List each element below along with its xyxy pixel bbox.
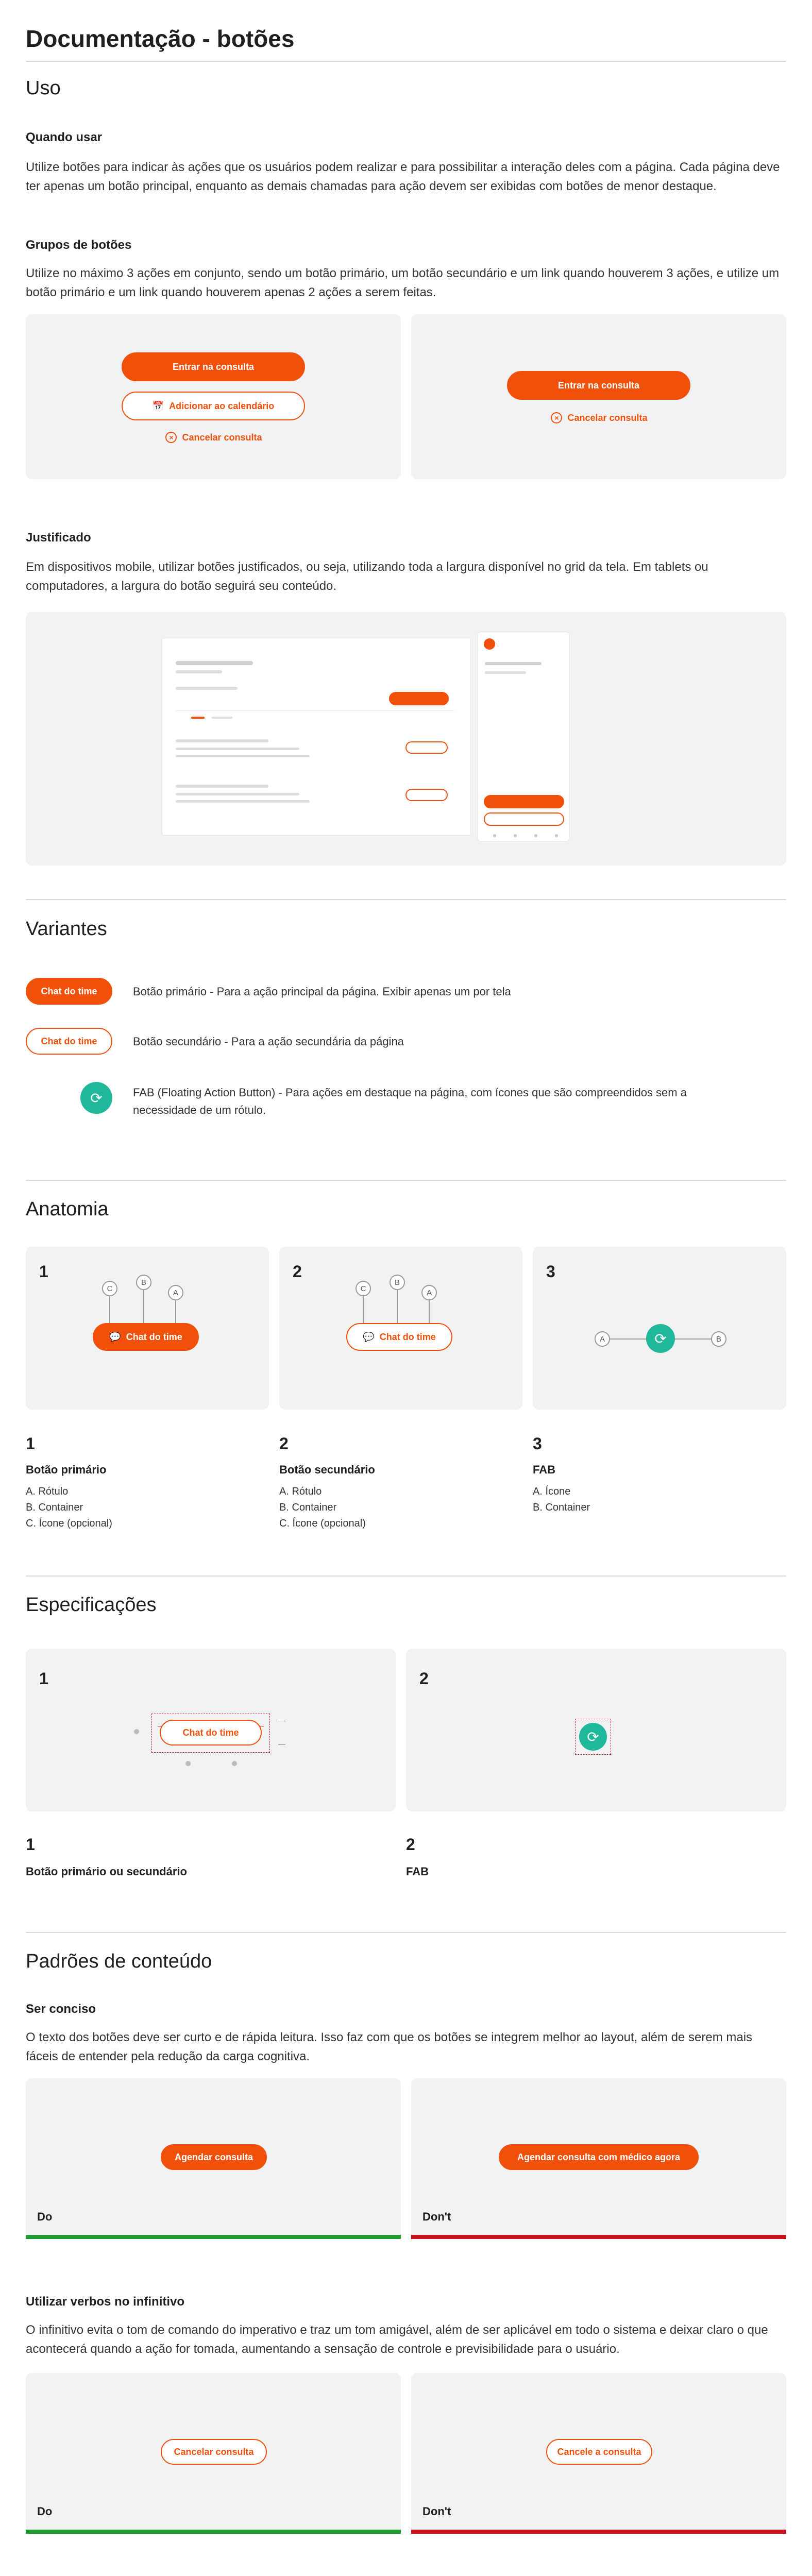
anatomy-desc-3-number: 3 [533, 1434, 542, 1453]
justificado-title: Justificado [26, 531, 91, 545]
title-divider [26, 61, 786, 62]
chat-icon: 💬 [109, 1331, 121, 1342]
anatomy-desc-3-list: A. Ícone B. Container [533, 1486, 590, 1513]
infinitivo-do-card [26, 2373, 401, 2530]
add-to-calendar-label: Adicionar ao calendário [169, 400, 275, 411]
x-circle-icon: × [165, 432, 177, 443]
cancel-consultation-link-2[interactable] [545, 412, 653, 423]
spec-fab-button[interactable] [579, 1723, 607, 1751]
marker-b: B [136, 1275, 151, 1290]
secondary-variant-button[interactable]: Chat do time [26, 1028, 112, 1055]
spec-card-fab [406, 1649, 786, 1811]
anatomia-heading: Anatomia [26, 1198, 109, 1220]
spec-card-button [26, 1649, 396, 1811]
refresh-icon: ⟳ [587, 1728, 599, 1745]
anatomy-primary-label: Chat do time [126, 1331, 182, 1342]
refresh-icon: ⟳ [654, 1330, 667, 1347]
fab-variant-desc: FAB (Floating Action Button) - Para ações em destaque na página, com ícones que são compreendidos sem a necessidade de um rótulo. [133, 1086, 687, 1117]
quando-usar-title: Quando usar [26, 130, 103, 144]
conciso-do-label: Do [37, 2210, 53, 2223]
desktop-mockup [162, 638, 471, 836]
spec-card-2-number: 2 [419, 1669, 429, 1688]
cancel-consultation-label-2: Cancelar consulta [567, 412, 648, 423]
dont-bar [411, 2235, 786, 2239]
mobile-justified-secondary-button[interactable] [484, 812, 564, 826]
anatomy-secondary-label: Chat do time [379, 1331, 436, 1342]
anatomy-desc-1-title: Botão primário [26, 1463, 107, 1476]
calendar-icon: 📅 [152, 400, 164, 411]
spec-desc-2-title: FAB [406, 1865, 429, 1878]
spec-button[interactable]: Chat do time [160, 1720, 262, 1745]
infinitivo-dont-button[interactable]: Cancele a consulta [546, 2439, 652, 2465]
primary-variant-button[interactable]: Chat do time [26, 978, 112, 1005]
specs-heading: Especificações [26, 1594, 157, 1616]
enter-consultation-button-2[interactable]: Entrar na consulta [507, 371, 690, 400]
spec-desc-2-number: 2 [406, 1835, 415, 1854]
group-card-three-actions [26, 314, 401, 479]
anatomy-desc-1-list: A. Rótulo B. Container C. Ícone (opcional) [26, 1486, 112, 1529]
variantes-divider [26, 899, 786, 900]
justificado-text: Em dispositivos mobile, utilizar botões justificados, ou seja, utilizando toda a largura disponível no grid da tela. Em tablets ou computadores, a largura do botão seguirá seu conteúdo. [26, 560, 708, 594]
infinitivo-dont-label: Don't [422, 2505, 451, 2518]
secondary-variant-desc: Botão secundário - Para a ação secundária da página [133, 1035, 404, 1048]
grupos-text: Utilize no máximo 3 ações em conjunto, sendo um botão primário, um botão secundário e um link quando houverem 3 ações, e utilize um botão primário e um link quando houverem apenas 2 ações a serem feitas. [26, 266, 780, 300]
anatomy-desc-1-number: 1 [26, 1434, 35, 1453]
infinitivo-text: O infinitivo evita o tom de comando do imperativo e traz um tom amigável, além de ser aplicável em todo o sistema e deixar claro o que acontecerá quando a ação for tomada, aumentando a sensação de controle e previsibilidade para o usuário. [26, 2323, 768, 2357]
x-circle-icon: × [551, 412, 562, 423]
conciso-text: O texto dos botões deve ser curto e de rápida leitura. Isso faz com que os botões se integrem melhor ao layout, além de serem mais fáceis de entender pela redução da carga cognitiva. [26, 2030, 753, 2064]
content-divider [26, 1932, 786, 1933]
chat-icon: 💬 [363, 1331, 375, 1342]
anatomy-card-secondary [279, 1247, 522, 1410]
fab-variant-button[interactable] [80, 1082, 112, 1114]
conciso-dont-card [411, 2078, 786, 2235]
grupos-title: Grupos de botões [26, 238, 132, 252]
marker-c-2: C [356, 1281, 371, 1296]
mobile-justified-primary-button[interactable] [484, 795, 564, 808]
uso-heading: Uso [26, 77, 61, 99]
do-bar [26, 2235, 401, 2239]
content-heading: Padrões de conteúdo [26, 1951, 212, 1972]
marker-a-2: A [421, 1285, 437, 1300]
conciso-dont-label: Don't [422, 2210, 451, 2223]
refresh-icon: ⟳ [90, 1090, 103, 1106]
marker-c: C [102, 1281, 117, 1296]
conciso-dont-button[interactable]: Agendar consulta com médico agora [499, 2144, 699, 2170]
anatomy-card-3-number: 3 [546, 1262, 555, 1281]
infinitivo-title: Utilizar verbos no infinitivo [26, 2295, 185, 2309]
enter-consultation-button[interactable]: Entrar na consulta [122, 352, 305, 381]
desktop-secondary-button[interactable] [405, 741, 448, 754]
cancel-consultation-label: Cancelar consulta [182, 432, 262, 443]
anatomy-card-1-number: 1 [39, 1262, 48, 1281]
group-card-two-actions [411, 314, 786, 479]
specs-divider [26, 1575, 786, 1577]
anatomy-card-fab [533, 1247, 786, 1410]
variantes-heading: Variantes [26, 918, 107, 940]
mobile-mockup [477, 632, 570, 842]
add-to-calendar-button[interactable] [122, 392, 305, 420]
justified-example-card [26, 612, 786, 866]
anatomy-primary-button[interactable] [93, 1323, 199, 1351]
anatomy-desc-2-list: A. Rótulo B. Container C. Ícone (opcional) [279, 1486, 366, 1529]
quando-usar-text: Utilize botões para indicar às ações que os usuários podem realizar e para possibilitar a interação deles com a página. Cada página deve ter apenas um botão principal, enquanto as demais chamadas para ação devem ser exibidas com botões de menor destaque. [26, 160, 780, 194]
infinitivo-dont-card [411, 2373, 786, 2530]
cancel-consultation-link[interactable] [160, 432, 268, 443]
anatomy-secondary-button[interactable] [346, 1323, 452, 1351]
anatomy-fab-button[interactable] [646, 1324, 675, 1353]
marker-b-2: B [390, 1275, 405, 1290]
marker-b-3: B [711, 1331, 726, 1347]
primary-variant-desc: Botão primário - Para a ação principal da página. Exibir apenas um por tela [133, 985, 511, 998]
anatomy-card-2-number: 2 [293, 1262, 302, 1281]
marker-a: A [168, 1285, 183, 1300]
page-title: Documentação - botões [26, 25, 295, 52]
desktop-secondary-button-2[interactable] [405, 789, 448, 801]
desktop-primary-button[interactable] [389, 692, 449, 705]
anatomy-desc-2-number: 2 [279, 1434, 289, 1453]
infinitivo-do-button[interactable]: Cancelar consulta [161, 2439, 267, 2465]
anatomy-card-primary [26, 1247, 269, 1410]
conciso-title: Ser conciso [26, 2002, 96, 2016]
conciso-do-card [26, 2078, 401, 2235]
anatomy-desc-3-title: FAB [533, 1463, 555, 1476]
infinitivo-do-label: Do [37, 2505, 53, 2518]
anatomia-divider [26, 1180, 786, 1181]
spec-card-1-number: 1 [39, 1669, 48, 1688]
anatomy-desc-2-title: Botão secundário [279, 1463, 375, 1476]
marker-a-3: A [595, 1331, 610, 1347]
spec-desc-1-number: 1 [26, 1835, 35, 1854]
spec-desc-1-title: Botão primário ou secundário [26, 1865, 187, 1878]
conciso-do-button[interactable]: Agendar consulta [161, 2144, 267, 2170]
